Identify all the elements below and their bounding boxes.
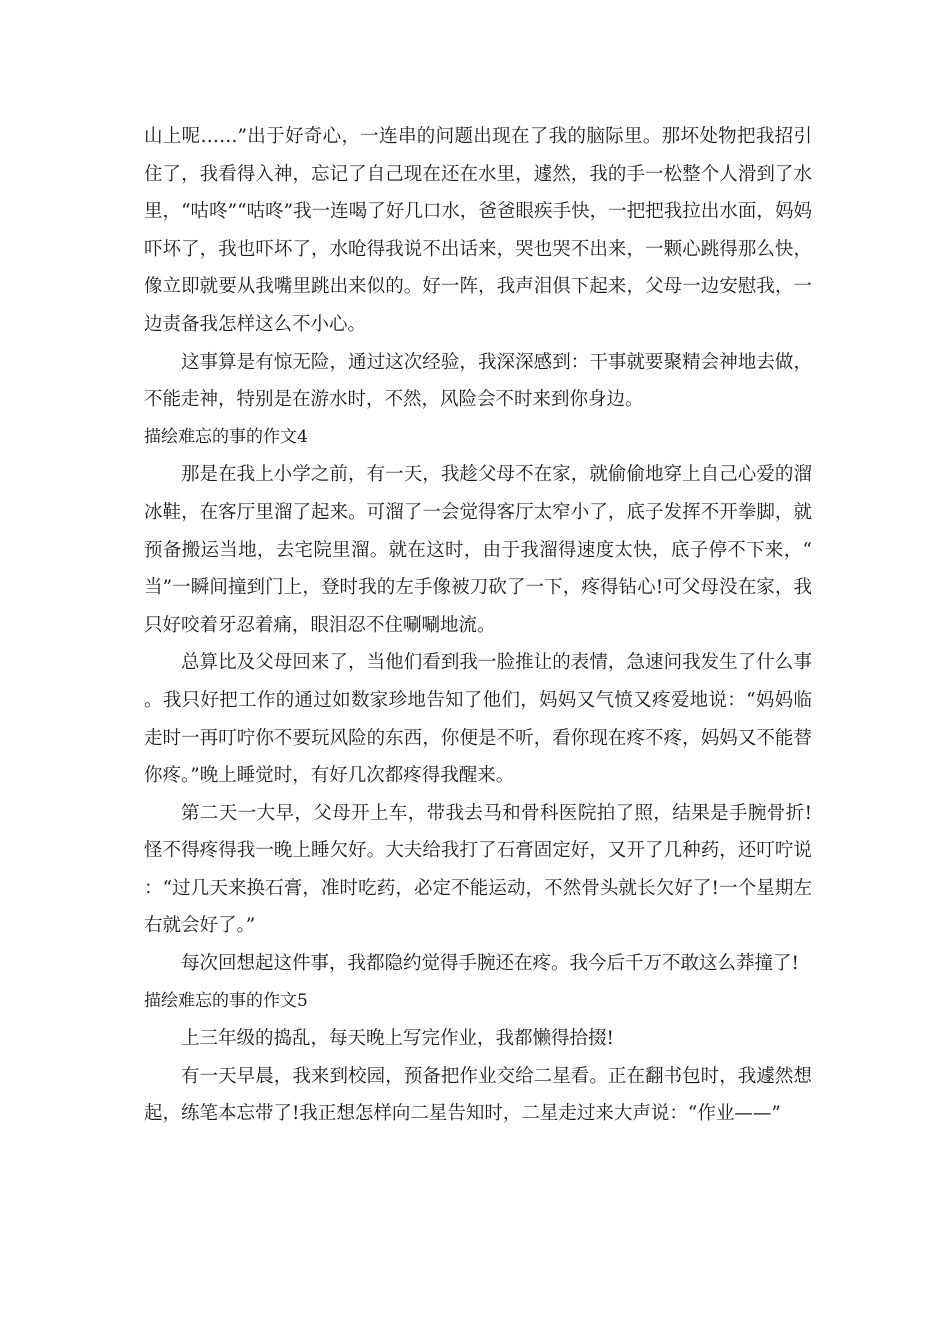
paragraph: 有一天早晨，我来到校园，预备把作业交给二星看。正在翻书包时，我遽然想起，练笔本忘带了!我正想怎样向二星告知时，二星走过来大声说：“作业——” bbox=[144, 1065, 812, 1125]
paragraph: 上三年级的捣乱，每天晚上写完作业，我都懒得拾掇! bbox=[181, 1028, 614, 1050]
paragraph: 那是在我上小学之前，有一天，我趁父母不在家，就偷偷地穿上自己心爱的溜冰鞋，在客厅里溜了起来。可溜了一会觉得客厅太窄小了，底子发挥不开拳脚，就预备搬运当地，去宅院里溜。就在这时，由于我溜得速度太快，底子停不下来，“当”一瞬间撞到门上，登时我的左手像被刀砍了一下，疼得钻心!可父母没在家，我只好咬着牙忍着痛，眼泪忍不住唰唰地流。 bbox=[144, 464, 812, 636]
document-page bbox=[144, 118, 812, 1133]
section-heading: 描绘难忘的事的作文5 bbox=[144, 990, 308, 1011]
paragraph: 第二天一大早，父母开上车，带我去马和骨科医院拍了照，结果是手腕骨折!怪不得疼得我一晚上睡欠好。大夫给我打了石膏固定好，又开了几种药，还叮咛说：“过几天来换石膏，准时吃药，必定不能运动，不然骨头就长欠好了!一个星期左右就会好了。” bbox=[144, 802, 812, 937]
paragraph: 每次回想起这件事，我都隐约觉得手腕还在疼。我今后千万不敢这么莽撞了! bbox=[181, 953, 799, 975]
paragraph: 总算比及父母回来了，当他们看到我一脸推让的表情，急速问我发生了什么事。我只好把工作的通过如数家珍地告知了他们，妈妈又气愤又疼爱地说：“妈妈临走时一再叮咛你不要玩风险的东西，你便是不听，看你现在疼不疼，妈妈又不能替你疼。”晚上睡觉时，有好几次都疼得我醒来。 bbox=[144, 652, 812, 787]
paragraph: 山上呢……”出于好奇心，一连串的问题出现在了我的脑际里。那坏处物把我招引住了，我看得入神，忘记了自己现在还在水里，遽然，我的手一松整个人滑到了水里，“咕咚”“咕咚”我一连喝了好几口水，爸爸眼疾手快，一把把我拉出水面，妈妈吓坏了，我也吓坏了，水呛得我说不出话来，哭也哭不出来，一颗心跳得那么快，像立即就要从我嘴里跳出来似的。好一阵，我声泪俱下起来，父母一边安慰我，一边责备我怎样这么不小心。 bbox=[144, 126, 812, 335]
section-heading: 描绘难忘的事的作文4 bbox=[144, 426, 308, 447]
paragraph: 这事算是有惊无险，通过这次经验，我深深感到：干事就要聚精会神地去做，不能走神，特别是在游水时，不然，风险会不时来到你身边。 bbox=[144, 351, 812, 411]
